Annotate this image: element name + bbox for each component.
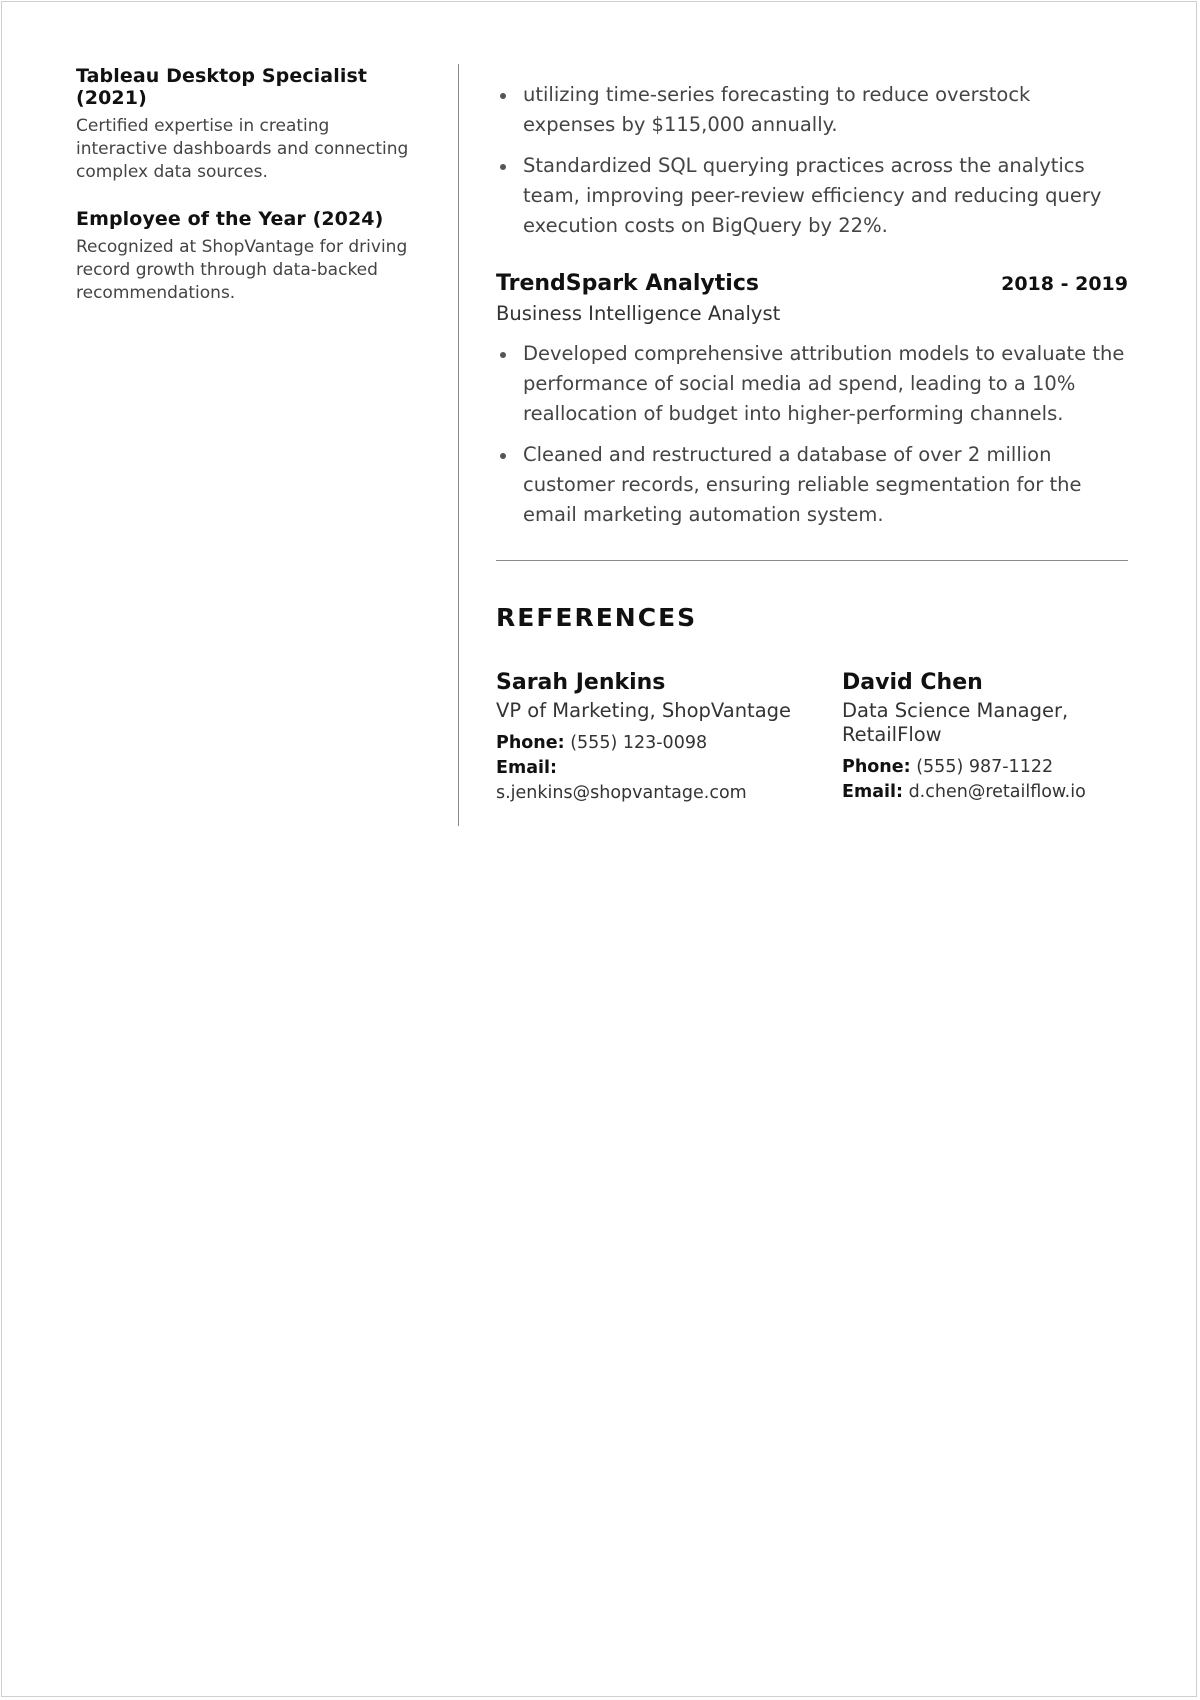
job-header: [496, 271, 1128, 296]
award-description: Certified expertise in creating interactive dashboards and connecting complex data sources.: [76, 116, 409, 182]
reference-email: [496, 756, 842, 781]
job-bullets: [496, 339, 1128, 530]
references-heading: REFERENCES: [496, 603, 698, 632]
award-item: [76, 65, 426, 184]
main-column: [496, 80, 1128, 806]
company-name: TrendSpark Analytics: [496, 271, 759, 296]
reference-card: [496, 670, 842, 806]
resume-page: [1, 1, 1197, 1697]
bullet-item: utilizing time-series forecasting to reduce overstock expenses by $115,000 annually.: [523, 80, 1128, 140]
reference-email: [842, 780, 1128, 805]
awards-column: [76, 65, 426, 329]
phone-value: (555) 987-1122: [916, 757, 1054, 777]
phone-label: Phone:: [842, 757, 911, 777]
previous-job-bullets: [496, 80, 1128, 241]
column-divider: [458, 64, 459, 826]
reference-title: VP of Marketing, ShopVantage: [496, 699, 792, 722]
email-label: Email:: [842, 782, 903, 802]
references-list: [496, 670, 1128, 806]
email-value: s.jenkins@shopvantage.com: [496, 783, 747, 803]
award-title: Employee of the Year (2024): [76, 208, 384, 230]
bullet-item: Standardized SQL querying practices across the analytics team, improving peer-review efficiency and reducing query execution costs on BigQuery by 22%.: [523, 151, 1128, 241]
bullet-item: Cleaned and restructured a database of over 2 million customer records, ensuring reliable segmentation for the email marketing automation system.: [523, 440, 1128, 530]
phone-label: Phone:: [496, 733, 565, 753]
reference-email-value: [496, 781, 842, 806]
email-label: Email:: [496, 758, 557, 778]
phone-value: (555) 123-0098: [570, 733, 708, 753]
reference-card: [842, 670, 1128, 806]
reference-phone: [842, 755, 1128, 780]
bullet-item: Developed comprehensive attribution models to evaluate the performance of social media ad spend, leading to a 10% reallocation of budget into higher-performing channels.: [523, 339, 1128, 429]
award-title: Tableau Desktop Specialist (2021): [76, 65, 368, 109]
reference-name: Sarah Jenkins: [496, 670, 666, 695]
award-description: Recognized at ShopVantage for driving record growth through data-backed recommendations.: [76, 237, 408, 303]
job-role: Business Intelligence Analyst: [496, 302, 781, 325]
reference-title: Data Science Manager, RetailFlow: [842, 699, 1069, 746]
job-dates: 2018 - 2019: [1001, 273, 1128, 295]
reference-name: David Chen: [842, 670, 983, 695]
reference-phone: [496, 731, 842, 756]
section-divider: [496, 560, 1128, 561]
award-item: [76, 208, 426, 305]
email-value: d.chen@retailflow.io: [908, 782, 1086, 802]
